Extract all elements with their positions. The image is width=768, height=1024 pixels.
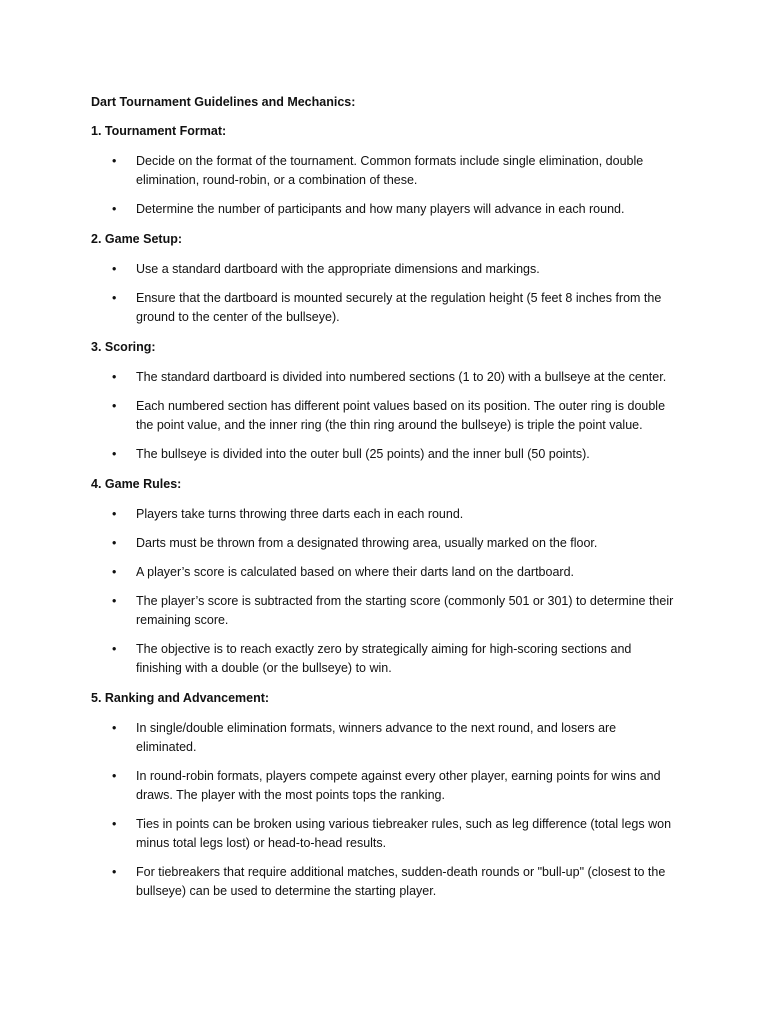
section-heading: 3. Scoring: bbox=[91, 340, 156, 354]
bullet-icon: • bbox=[112, 399, 117, 413]
bullet-icon: • bbox=[112, 370, 117, 384]
bullet-icon: • bbox=[112, 202, 117, 216]
bullet-list bbox=[91, 260, 676, 327]
list-item-text: In round-robin formats, players compete against every other player, earning points for wins and draws. The player with the most points tops the ranking. bbox=[136, 769, 661, 802]
list-item-text: The objective is to reach exactly zero by strategically aiming for high-scoring sections and finishing with a double (or the bullseye) to win. bbox=[136, 642, 632, 675]
list-item bbox=[91, 260, 676, 279]
list-item bbox=[91, 719, 676, 757]
section-heading: 5. Ranking and Advancement: bbox=[91, 691, 270, 705]
list-item bbox=[91, 592, 676, 630]
list-item-text: Ties in points can be broken using various tiebreaker rules, such as leg difference (total legs won minus total legs lost) or head-to-head results. bbox=[136, 817, 672, 850]
list-item bbox=[91, 863, 676, 901]
list-item-text: In single/double elimination formats, winners advance to the next round, and losers are eliminated. bbox=[136, 721, 617, 754]
list-item bbox=[91, 289, 676, 327]
section-heading: 2. Game Setup: bbox=[91, 232, 182, 246]
bullet-icon: • bbox=[112, 262, 117, 276]
list-item bbox=[91, 445, 676, 464]
bullet-icon: • bbox=[112, 769, 117, 783]
list-item-text: Ensure that the dartboard is mounted securely at the regulation height (5 feet 8 inches from the ground to the center of the bullseye). bbox=[136, 291, 662, 324]
list-item bbox=[91, 505, 676, 524]
list-item-text: For tiebreakers that require additional matches, sudden-death rounds or "bull-up" (closest to the bullseye) can be used to determine the starting player. bbox=[136, 865, 666, 898]
bullet-list bbox=[91, 505, 676, 678]
bullet-icon: • bbox=[112, 536, 117, 550]
list-item-text: Determine the number of participants and how many players will advance in each round. bbox=[136, 202, 625, 216]
document-sections bbox=[91, 123, 676, 901]
bullet-icon: • bbox=[112, 154, 117, 168]
list-item bbox=[91, 767, 676, 805]
bullet-icon: • bbox=[112, 721, 117, 735]
list-item bbox=[91, 563, 676, 582]
list-item-text: Each numbered section has different point values based on its position. The outer ring is double the point value, and the inner ring (the thin ring around the bullseye) is triple the point value. bbox=[136, 399, 666, 432]
list-item bbox=[91, 200, 676, 219]
section-heading: 1. Tournament Format: bbox=[91, 124, 227, 138]
bullet-icon: • bbox=[112, 447, 117, 461]
bullet-list bbox=[91, 719, 676, 901]
list-item-text: The bullseye is divided into the outer bull (25 points) and the inner bull (50 points). bbox=[136, 447, 590, 461]
list-item-text: Darts must be thrown from a designated throwing area, usually marked on the floor. bbox=[136, 536, 598, 550]
list-item bbox=[91, 152, 676, 190]
list-item bbox=[91, 368, 676, 387]
list-item bbox=[91, 815, 676, 853]
list-item-text: Use a standard dartboard with the appropriate dimensions and markings. bbox=[136, 262, 540, 276]
list-item-text: Players take turns throwing three darts each in each round. bbox=[136, 507, 464, 521]
bullet-icon: • bbox=[112, 565, 117, 579]
list-item-text: The player’s score is subtracted from the starting score (commonly 501 or 301) to determine their remaining score. bbox=[136, 594, 674, 627]
list-item-text: Decide on the format of the tournament. Common formats include single elimination, double elimination, round-robin, or a combination of these. bbox=[136, 154, 644, 187]
bullet-icon: • bbox=[112, 291, 117, 305]
bullet-icon: • bbox=[112, 642, 117, 656]
section-heading: 4. Game Rules: bbox=[91, 477, 182, 491]
list-item-text: The standard dartboard is divided into numbered sections (1 to 20) with a bullseye at the center. bbox=[136, 370, 667, 384]
bullet-list bbox=[91, 368, 676, 464]
bullet-icon: • bbox=[112, 507, 117, 521]
bullet-icon: • bbox=[112, 594, 117, 608]
list-item bbox=[91, 397, 676, 435]
bullet-icon: • bbox=[112, 817, 117, 831]
list-item-text: A player’s score is calculated based on where their darts land on the dartboard. bbox=[136, 565, 574, 579]
list-item bbox=[91, 534, 676, 553]
list-item bbox=[91, 640, 676, 678]
bullet-icon: • bbox=[112, 865, 117, 879]
bullet-list bbox=[91, 152, 676, 219]
document-title: Dart Tournament Guidelines and Mechanics: bbox=[91, 95, 356, 109]
